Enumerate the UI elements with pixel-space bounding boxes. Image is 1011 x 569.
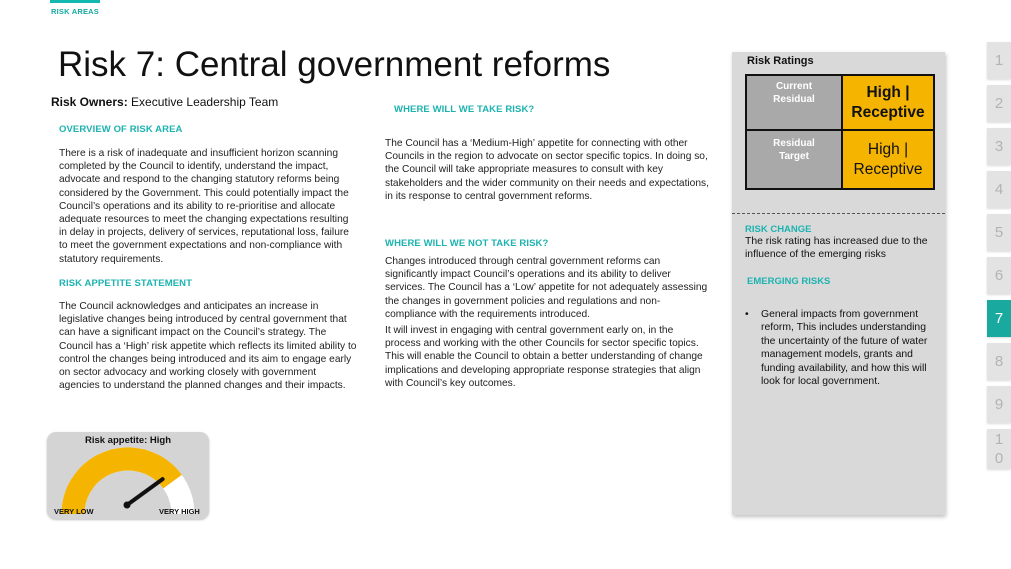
current-label-line-2: Residual (773, 94, 815, 105)
appetite-statement-text: The Council acknowledges and anticipates an increase in legislative changes being introduced by central government that can have a significant impact on the Council’s strategy. The Council has a ‘High’ risk appetite which reflects its limited ability to control the changes being introduced and its aim to engage early on sector advocacy and working closely with government agencies to understand the planned changes and their impacts. (59, 301, 357, 392)
take-risk-text: The Council has a ‘Medium-High’ appetite for connecting with other Councils in the region to advocate on sector specific topics. In doing so, the Council will take appropriate measures to consult with key stakeholders and the wider community on their needs and expectations, in its response to central government reforms. (385, 138, 709, 202)
risk-owners-label: Risk Owners: (51, 95, 128, 109)
gauge-needle (127, 479, 163, 505)
risk-owners (51, 95, 278, 109)
page-tab-8[interactable]: 8 (987, 343, 1011, 380)
emerging-risks-heading: EMERGING RISKS (747, 276, 831, 287)
current-residual-label (747, 76, 841, 131)
list-item: General impacts from government reform, This includes understanding the uncertainty of the future of water management models, grants and funding availability, and how this will look for local government. (761, 309, 928, 388)
risk-ratings-title: Risk Ratings (747, 55, 814, 67)
gauge-dial (47, 432, 209, 519)
gauge-low-label: VERY LOW (54, 507, 94, 516)
risk-change-text: The risk rating has increased due to the influence of the emerging risks (745, 236, 928, 261)
gauge-high-label: VERY HIGH (159, 507, 200, 516)
target-value-line-2: Receptive (853, 160, 923, 178)
gauge-title: Risk appetite: High (84, 435, 172, 446)
gauge-hub (124, 502, 131, 509)
risk-change-heading: RISK CHANGE (745, 224, 812, 235)
target-label-line-1: Residual (773, 138, 815, 149)
overview-text: There is a risk of inadequate and insufficient horizon scanning completed by the Council to identify, understand the impact, advocate and respond to the changing statutory reforms being considered by the Government. This could potentially impact the Council’s operations and its ability to re-prioritise and allocate adequate resources to meet the changing expectations resulting in delay in projects, delivery of services, reputational loss, failure to meet the government expectations and non-compliance with statutory requirements. (59, 148, 349, 265)
page-tab-10-digit-2: 0 (994, 450, 1004, 467)
appetite-statement-heading: RISK APPETITE STATEMENT (59, 278, 193, 289)
page-tab-2[interactable]: 2 (987, 85, 1011, 122)
current-value-line-2: Receptive (851, 103, 925, 121)
page-tab-10-digit-1: 1 (994, 431, 1004, 448)
risk-appetite-gauge (47, 432, 209, 519)
page-tab-10[interactable] (987, 429, 1011, 469)
header-accent-bar (50, 0, 100, 3)
page-tab-9[interactable]: 9 (987, 386, 1011, 423)
risk-ratings-table (745, 74, 935, 190)
overview-heading: OVERVIEW OF RISK AREA (59, 124, 183, 135)
not-take-risk-text-2: It will invest in engaging with central government early on, in the process and working with the other Councils for sector specific topics. This will enable the Council to obtain a better understanding of change implications and developing appropriate response strategies that align with Council’s key outcomes. (385, 325, 703, 389)
page-tab-5[interactable]: 5 (987, 214, 1011, 251)
residual-target-label (747, 131, 841, 188)
section-label: RISK AREAS (51, 7, 99, 16)
target-value-line-1: High | (867, 140, 909, 158)
page-tab-4[interactable]: 4 (987, 171, 1011, 208)
gauge-fill (73, 459, 172, 514)
page-tab-3[interactable]: 3 (987, 128, 1011, 165)
not-take-risk-text-1: Changes introduced through central government reforms can significantly impact Council’s operations and its ability to deliver services. The Council has a ‘Low’ appetite for not adequately assessing the changes in government policies and regulations and non-compliance with the requirements introduced. (385, 256, 708, 320)
not-take-risk-heading: WHERE WILL WE NOT TAKE RISK? (385, 238, 549, 249)
target-label-line-2: Target (779, 151, 809, 162)
page-title: Risk 7: Central government reforms (58, 45, 611, 84)
current-label-line-1: Current (775, 81, 813, 92)
panel-divider (732, 213, 945, 214)
page-tab-1[interactable]: 1 (987, 42, 1011, 79)
residual-target-value (841, 131, 933, 188)
page-tab-6[interactable]: 6 (987, 257, 1011, 294)
current-value-line-1: High | (866, 83, 910, 101)
take-risk-heading: WHERE WILL WE TAKE RISK? (394, 104, 535, 115)
risk-ratings-panel (732, 52, 945, 515)
risk-owners-value: Executive Leadership Team (131, 95, 279, 109)
current-residual-value (841, 76, 933, 131)
page-tab-7[interactable]: 7 (987, 300, 1011, 337)
bullet-icon: • (745, 309, 749, 320)
